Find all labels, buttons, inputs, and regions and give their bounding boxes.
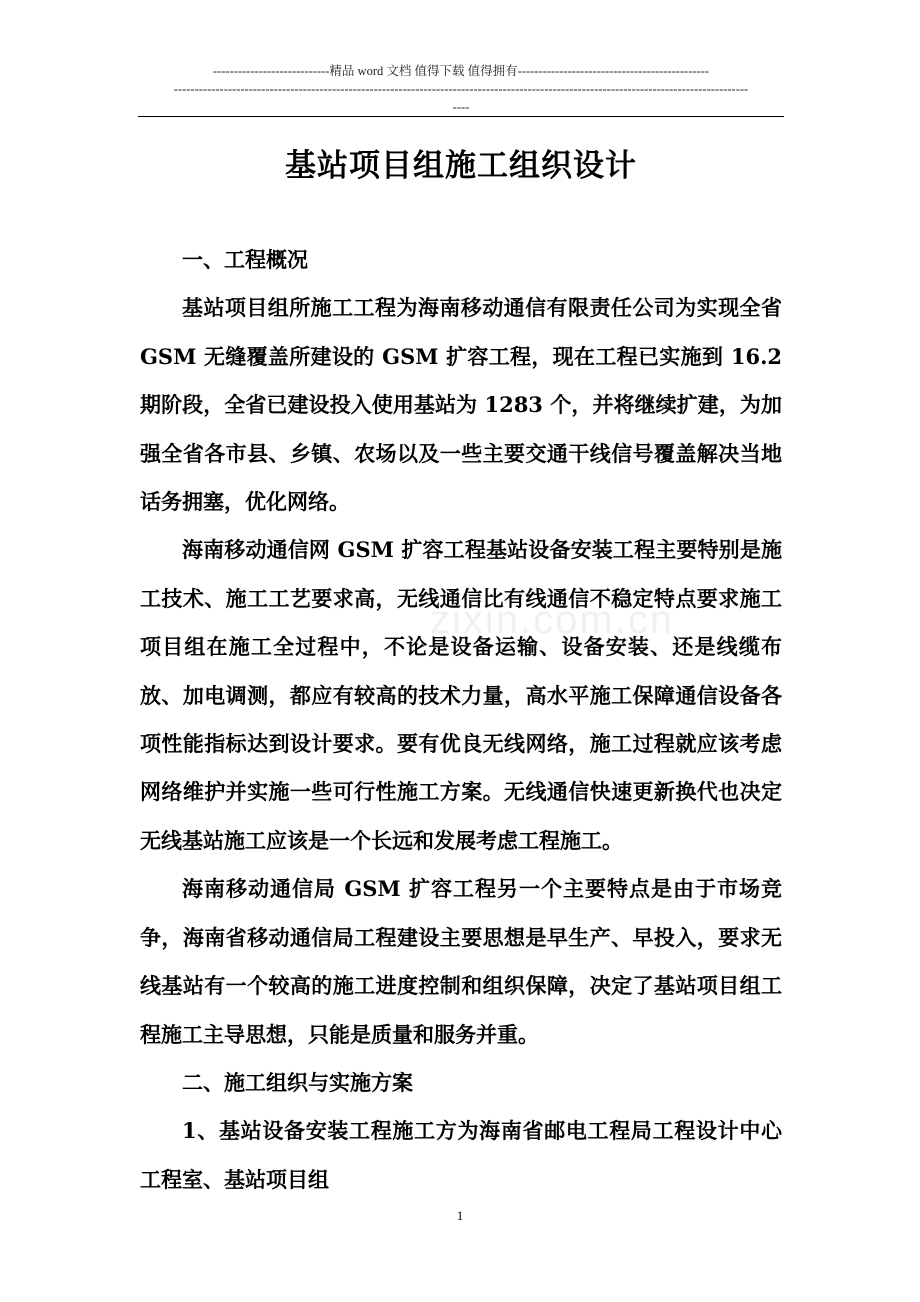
paragraph: 1、基站设备安装工程施工方为海南省邮电工程局工程设计中心工程室、基站项目组 bbox=[140, 1118, 782, 1192]
page-header bbox=[138, 62, 784, 116]
section-heading-organization: 二、施工组织与实施方案 bbox=[182, 1069, 413, 1095]
header-line-2: ------------------------------------------------------------------------------------------------------------------------------------------ bbox=[173, 82, 749, 96]
document-title: 基站项目组施工组织设计 bbox=[285, 148, 637, 184]
watermark: zixin.com.cn bbox=[430, 598, 675, 642]
page-number: 1 bbox=[456, 1208, 464, 1223]
paragraph: 海南移动通信网 GSM 扩容工程基站设备安装工程主要特别是施工技术、施工工艺要求高，无线通信比有线通信不稳定特点要求施工项目组在施工全过程中，不论是设备运输、设备安装、还是线缆布放、加电调测，都应有较高的技术力量，高水平施工保障通信设备各项性能指标达到设计要求。要有优良无线网络，施工过程就应该考虑网络维护并实施一些可行性施工方案。无线通信快速更新换代也决定无线基站施工应该是一个长远和发展考虑工程施工。 bbox=[140, 537, 782, 853]
paragraph: 海南移动通信局 GSM 扩容工程另一个主要特点是由于市场竞争，海南省移动通信局工程建设主要思想是早生产、早投入，要求无线基站有一个较高的施工进度控制和组织保障，决定了基站项目组工程施工主导思想，只能是质量和服务并重。 bbox=[140, 876, 782, 1047]
section-heading-overview: 一、工程概况 bbox=[182, 247, 308, 272]
header-line-1: ----------------------------精品 word 文档 值得下载 值得拥有---------------------------------------------- bbox=[212, 64, 710, 78]
paragraph: 基站项目组所施工工程为海南移动通信有限责任公司为实现全省 GSM 无缝覆盖所建设的 GSM 扩容工程，现在工程已实施到 16.2 期阶段，全省已建设投入使用基站为 1283 个，并将继续扩建，为加强全省各市县、乡镇、农场以及一些主要交通干线信号覆盖解决当地话务拥塞，优化网络。 bbox=[140, 295, 782, 515]
document-body bbox=[140, 236, 782, 1204]
header-line-3: ---- bbox=[452, 100, 470, 114]
header-rule bbox=[138, 116, 784, 117]
